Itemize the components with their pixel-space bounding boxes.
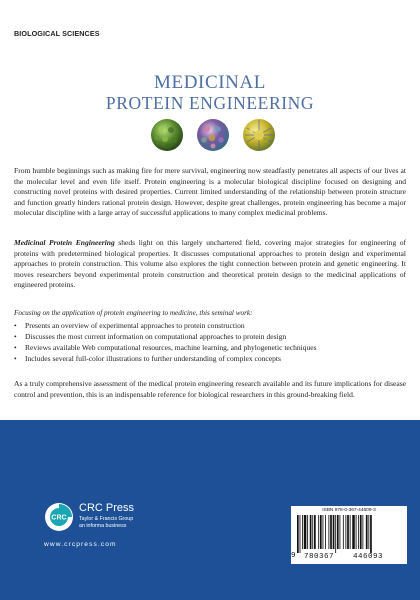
feature-item: • Includes several full-color illustrations to further understanding of complex concepts: [14, 354, 317, 365]
publisher-url: www.crcpress.com: [44, 541, 117, 548]
barcode-bar: [328, 515, 329, 549]
barcode-bar: [343, 515, 344, 549]
barcode-digit-group-1: 780367: [304, 553, 335, 561]
publisher-name: CRC Press: [79, 502, 135, 514]
feature-list: [14, 321, 317, 365]
barcode-bar: [358, 515, 359, 549]
barcode-bar: [340, 515, 341, 549]
barcode-bar: [302, 515, 303, 549]
barcode-bar: [310, 515, 312, 549]
isbn-barcode: [291, 506, 407, 564]
paragraph-2-text: sheds light on this largely unchartered field, covering major strategies for engineering of proteins with predetermined biological properties. It discusses computational approaches to protein design and experimental approaches to protein construction. This volume also explores the tight connection between protein and genetic engineering. It moves researchers beyond experimental protein construction and theoretical protein design to the medicinal applications of engineered proteins.: [14, 238, 406, 290]
book-title-line1: MEDICINAL: [154, 72, 266, 93]
barcode-bar: [312, 515, 313, 549]
barcode-bar: [366, 515, 368, 549]
barcode-bar: [356, 515, 357, 549]
protein-structure-yellow: [243, 119, 275, 151]
description-paragraph-1: From humble beginnings such as making fire for mere survival, engineering now steadfastly penetrates all aspects of our lives at the molecular level and even life itself. Protein engineering is a molecular biological discipline focused on designing and constructing novel proteins with desired properties. Current limited understanding of the relationship between protein structure and function greatly hinders rational protein design. However, despite great challenges, protein engineering has become a major molecular discipline with a large array of successful applications to many complex medicinal problems.: [14, 166, 406, 218]
feature-item: • Discusses the most current information on computational approaches to protein design: [14, 332, 317, 343]
barcode-first-digit: 9: [291, 552, 296, 560]
barcode-bar: [304, 515, 307, 549]
barcode-bar: [347, 515, 349, 549]
isbn-label: ISBN 978-0-367-44609-3: [322, 508, 376, 513]
barcode-bar: [297, 515, 299, 553]
barcode-bar: [330, 515, 332, 549]
barcode-bar: [300, 515, 301, 553]
barcode-bar: [362, 515, 363, 549]
barcode-bar: [360, 515, 362, 549]
publisher-tagline: an informa business: [79, 523, 127, 529]
barcode-bar: [314, 515, 316, 549]
publisher-group: Taylor & Francis Group: [79, 516, 134, 522]
description-paragraph-2: [14, 238, 406, 291]
barcode-bar: [318, 515, 319, 549]
feature-item: • Reviews available Web computational resources, machine learning, and phylogenetic techniques: [14, 343, 317, 354]
barcode-bar: [337, 515, 339, 549]
barcode-bar: [307, 515, 308, 549]
barcode-digit-group-2: 446093: [353, 553, 384, 561]
focus-intro: Focusing on the application of protein engineering to medicine, this seminal work:: [14, 309, 253, 317]
barcode-bar: [350, 515, 351, 549]
protein-structure-multicolor: [197, 119, 229, 151]
category-label: BIOLOGICAL SCIENCES: [14, 29, 100, 38]
crc-press-logo-icon: [44, 502, 74, 532]
barcode-bar: [345, 515, 346, 549]
barcode-bar: [370, 515, 372, 553]
barcode-bars: [295, 515, 403, 553]
barcode-bar: [352, 515, 355, 549]
book-title-inline: Medicinal Protein Engineering: [14, 238, 115, 247]
barcode-bar: [335, 515, 336, 553]
barcode-bar: [368, 515, 369, 549]
description-paragraph-3: As a truly comprehensive assessment of the medical protein engineering research available and its future implications for disease control and prevention, this is an indispensable reference for biological researchers in this ground-breaking field.: [14, 379, 406, 399]
feature-item: • Presents an overview of experimental approaches to protein construction: [14, 321, 317, 332]
crc-logo-text: CRC: [51, 514, 67, 522]
barcode-bar: [323, 515, 324, 549]
protein-images: [143, 118, 283, 152]
protein-structure-green: [151, 119, 183, 151]
barcode-bar: [325, 515, 326, 549]
barcode-bar: [333, 515, 335, 549]
book-title-line2: PROTEIN ENGINEERING: [105, 93, 315, 113]
barcode-bar: [320, 515, 322, 549]
